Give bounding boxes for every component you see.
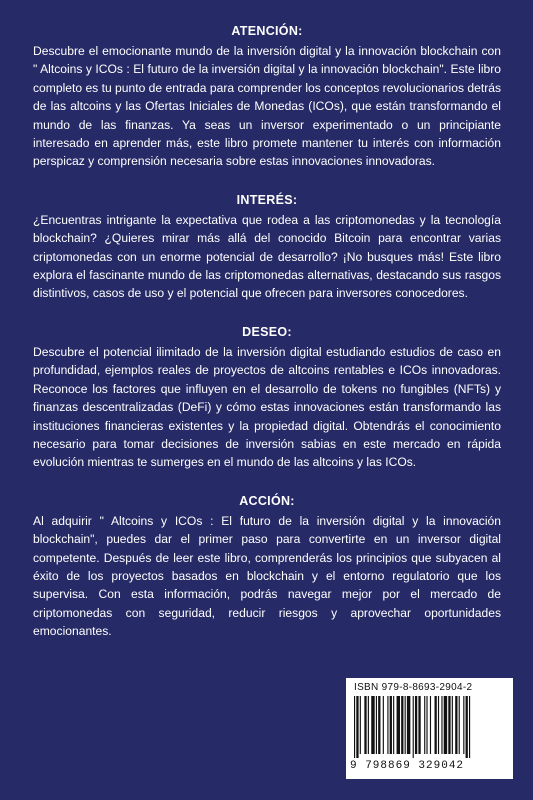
section-paragraph: ¿Encuentras intrigante la expectativa que rodea a las criptomonedas y la tecnología blockchain? ¿Quieres mirar más allá del conocido Bitcoin para encontrar varias criptomonedas con un enorme potencial de desarrollo? ¡No busques más! Este libro explora el fascinante mundo de las criptomonedas alternativas, destacando sus rasgos distintivos, casos de uso y el potencial que ofrecen para inversores conocedores. (33, 212, 501, 301)
barcode-bar (426, 696, 427, 754)
barcode-bar (448, 696, 450, 754)
barcode-bar (405, 696, 406, 754)
back-cover-text (33, 24, 501, 663)
barcode-bar (401, 696, 403, 754)
barcode-bar (444, 696, 447, 754)
isbn-label: ISBN 979-8-8693-2904-2 (354, 682, 473, 693)
barcode-bar (368, 696, 369, 754)
barcode-bar (390, 696, 392, 754)
barcode-bar (415, 696, 417, 754)
barcode-digits: 9 798869 329042 (350, 760, 465, 772)
section-heading: INTERÉS: (236, 192, 298, 207)
barcode-bar (354, 696, 355, 758)
barcode-bar (378, 696, 380, 754)
barcode-bar (371, 696, 374, 754)
barcode-bar (441, 696, 442, 754)
barcode-bar (452, 696, 453, 754)
barcode-bar (435, 696, 437, 754)
section-paragraph: Descubre el potencial ilimitado de la inversión digital estudiando estudios de caso en profundidad, ejemplos reales de proyectos de altcoins rentables e ICOs innovadoras. Reconoce los factores que influyen en el desarrollo de tokens no fungibles (NFTs) y finanzas descentralizadas (DeFi) y cómo estas innovaciones están transformando las instituciones financieras existentes y la propiedad digital. Obtendrás el conocimiento necesario para tomar decisiones de inversión sabias en este mercado en rápida evolución mientras te sumerges en el mundo de las altcoins y las ICOs. (33, 344, 501, 470)
section-heading: ATENCIÓN: (231, 24, 303, 38)
barcode-bar (430, 696, 431, 754)
section-deseo (33, 325, 501, 472)
barcode-bar (356, 696, 358, 758)
barcode-bar (459, 696, 460, 754)
barcode-bar (466, 696, 468, 758)
barcode-bar (438, 696, 439, 754)
barcode-bar (387, 696, 388, 754)
barcode-bar (418, 696, 420, 754)
barcode-bar (393, 696, 394, 754)
section-heading: ACCIÓN: (239, 493, 295, 508)
section-paragraph: Al adquirir " Altcoins y ICOs : El futuro de la inversión digital y la innovación blockchain", puedes dar el primer paso para convertirte en un inversor digital competente. Después de leer este libro, comprenderás los principios que subyacen al éxito de los proyectos basados en blockchain y el entorno regulatorio que los supervisa. Con esta información, podrás navegar mejor por el mercado de criptomonedas con seguridad, reducir riesgos y aprovechar oportunidades emocionantes. (33, 513, 501, 639)
section-accion (33, 494, 501, 641)
isbn-barcode (346, 678, 513, 779)
barcode-bar (469, 696, 470, 758)
section-atencion (33, 24, 501, 171)
barcode-image (352, 696, 507, 758)
barcode-bar (463, 696, 464, 754)
barcode-bar (424, 696, 425, 754)
barcode-bar (455, 696, 457, 754)
barcode-bar (413, 696, 414, 758)
barcode-bar (376, 696, 377, 754)
section-heading: DESEO: (242, 324, 292, 339)
barcode-bar (397, 696, 400, 754)
barcode-bar (360, 696, 361, 754)
barcode-bar (407, 696, 410, 754)
section-interes (33, 193, 501, 303)
section-paragraph: Descubre el emocionante mundo de la inversión digital y la innovación blockchain con " Altcoins y ICOs : El futuro de la inversión digital y la innovación blockchain". Este libro completo es tu punto de entrada para comprender los conceptos revolucionarios detrás de las altcoins y las Ofertas Iniciales de Monedas (ICOs), que están transformando el mundo de las finanzas. Ya seas un inversor experimentado o un principiante interesado en aprender más, este libro promete mantener tu interés con información perspicaz y comprensión necesaria sobre estas innovaciones innovadoras. (33, 44, 501, 169)
barcode-bar (364, 696, 366, 754)
barcode-bar (383, 696, 384, 754)
